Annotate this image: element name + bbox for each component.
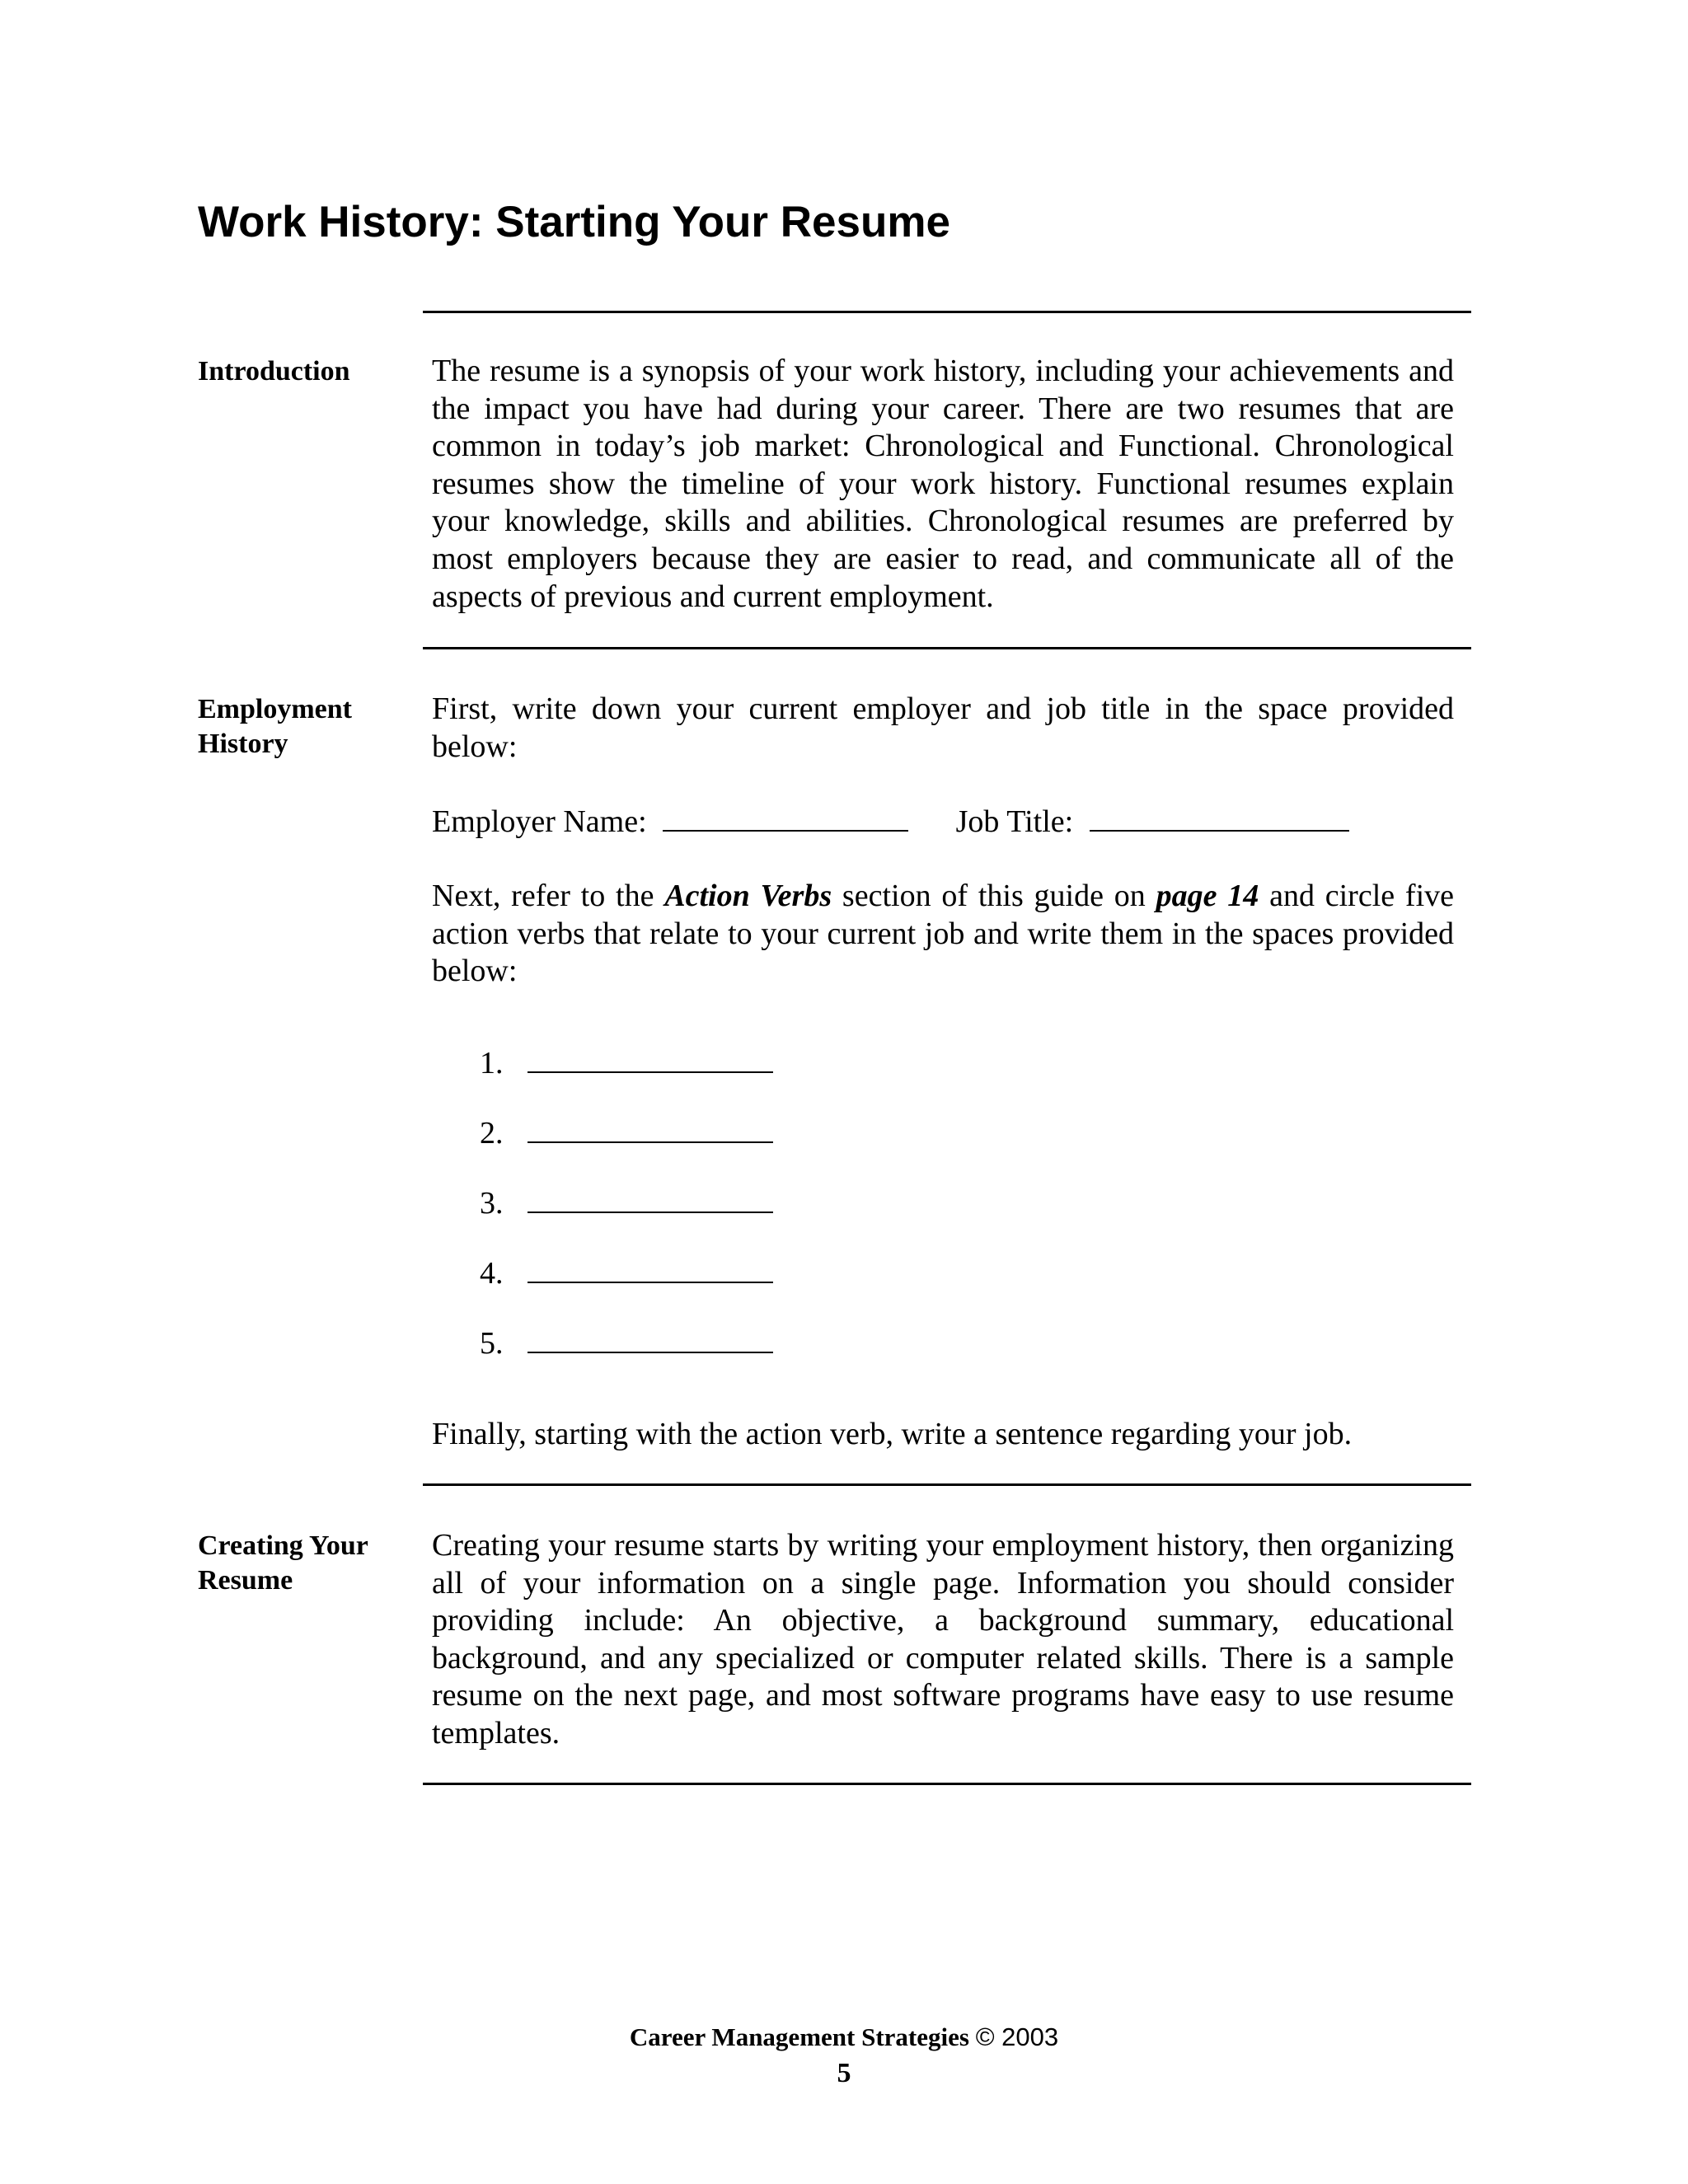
instruction-suffix: and circle five action verbs that relate to your current job and write them in the spaces provided below: [432,879,1455,989]
action-verbs-ref: Action Verbs [664,879,832,913]
list-item-blank[interactable] [528,1211,773,1213]
footer-org: Career Management Strategies [629,2022,969,2051]
employer-name-label: Employer Name: [432,804,647,839]
list-item [480,1325,773,1362]
employment-history-label [198,692,352,762]
job-title-blank[interactable] [1090,829,1349,832]
page-number: 5 [837,2058,851,2088]
creating-resume-label-line1: Creating Your [198,1530,368,1561]
list-item [480,1185,773,1222]
footer-copyright: © 2003 [975,2022,1059,2051]
list-item-number: 3. [480,1186,504,1221]
list-item-blank[interactable] [528,1071,773,1073]
list-item [480,1045,773,1082]
job-title-label: Job Title: [955,804,1074,839]
creating-resume-label [198,1529,368,1598]
introduction-label: Introduction [198,356,350,387]
section-divider-top [423,311,1471,313]
list-item-blank[interactable] [528,1141,773,1143]
list-item-blank[interactable] [528,1281,773,1283]
section-divider-employment [423,1483,1471,1486]
footer-credit [0,2021,1688,2054]
list-item-number: 5. [480,1326,504,1361]
finally-text: Finally, starting with the action verb, write a sentence regarding your job. [432,1417,1353,1451]
employment-history-label-line1: Employment [198,694,352,724]
creating-resume-label-line2: Resume [198,1565,293,1596]
employment-history-label-line2: History [198,729,288,759]
list-item [480,1115,773,1152]
list-item-number: 2. [480,1116,504,1151]
employment-intro-text: First, write down your current employer and job title in the space provided below: [432,691,1454,764]
page-title: Work History: Starting Your Resume [198,198,950,246]
list-item-blank[interactable] [528,1351,773,1353]
creating-resume-text: Creating your resume starts by writing your employment history, then organizing all of your information on a single page. Information you should consider providing include: An objective, a background summary, educational background, and any specialized or computer related skills. There is a sample resume on the next page, and most software programs have easy to use resume templates. [432,1528,1454,1750]
instruction-prefix: Next, refer to the [432,879,665,913]
action-verbs-instruction [432,878,1454,991]
employer-name-blank[interactable] [663,829,908,832]
page-ref: page 14 [1156,879,1259,913]
employer-job-title-row [432,804,1349,841]
introduction-text: The resume is a synopsis of your work history, including your achievements and the impact you have had during your career. There are two resumes that are common in today’s job market: Chronological and Functional. Chronological resumes show the timeline of your work history. Functional resumes explain your knowledge, skills and abilities. Chronological resumes are preferred by most employers because they are easier to read, and communicate all of the aspects of previous and current employment. [432,354,1454,614]
list-item [480,1255,773,1292]
section-divider-bottom [423,1783,1471,1785]
list-item-number: 4. [480,1256,504,1291]
section-divider-introduction [423,647,1471,649]
instruction-middle: section of this guide on [832,879,1156,913]
list-item-number: 1. [480,1046,504,1080]
